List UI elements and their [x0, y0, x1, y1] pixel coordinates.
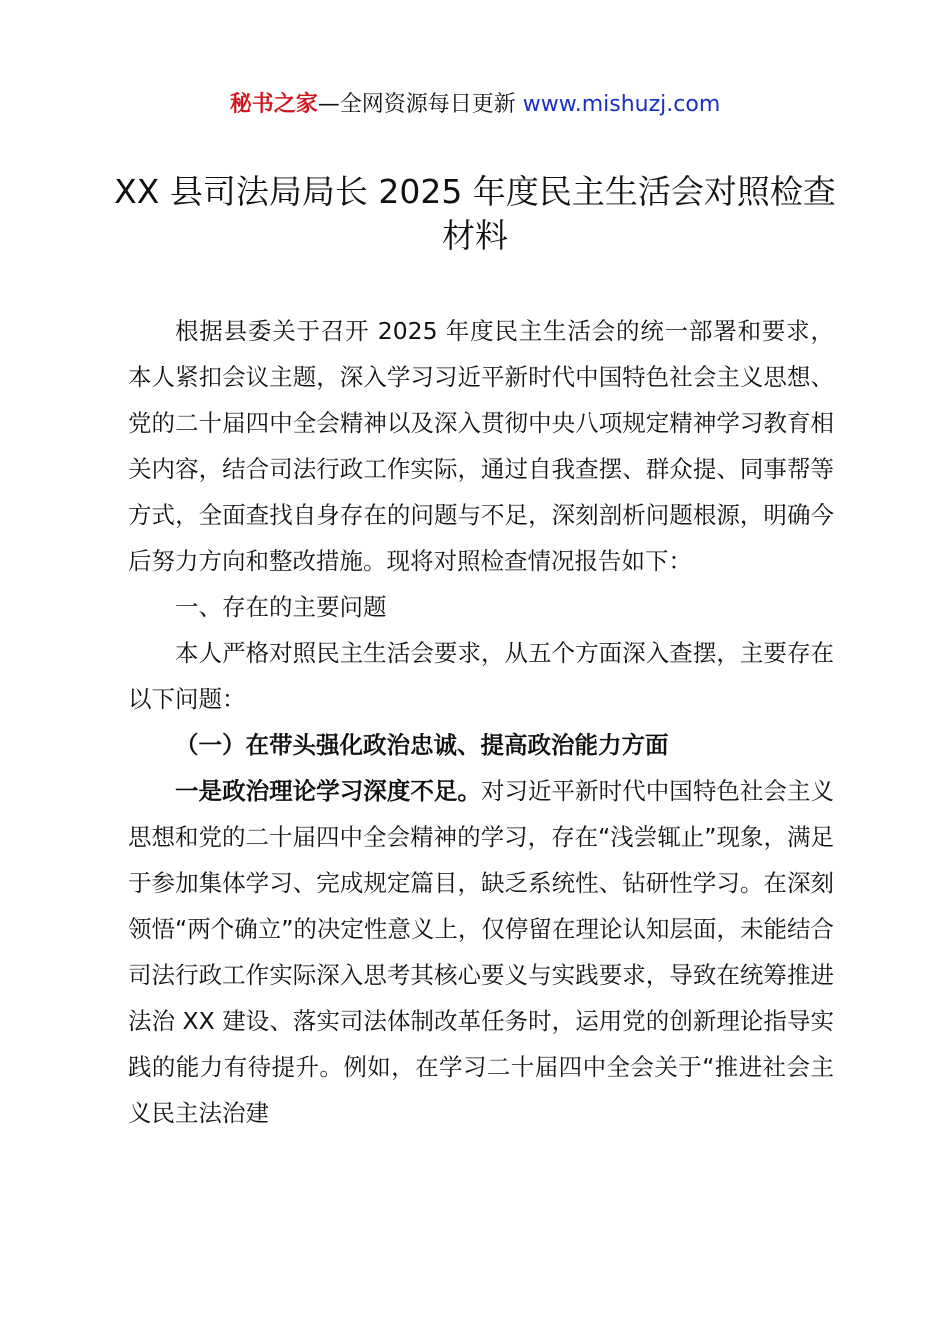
intro-paragraph: 根据县委关于召开 2025 年度民主生活会的统一部署和要求，本人紧扣会议主题，深入学习习近平新时代中国特色社会主义思想、党的二十届四中全会精神以及深入贯彻中央八项规定精神学习教育相关内容，结合司法行政工作实际，通过自我查摆、群众提、同事帮等方式，全面查找自身存在的问题与不足，深刻剖析问题根源，明确今后努力方向和整改措施。现将对照检查情况报告如下： [128, 317, 834, 575]
point-text: 对习近平新时代中国特色社会主义思想和党的二十届四中全会精神的学习，存在“浅尝辄止”现象，满足于参加集体学习、完成规定篇目，缺乏系统性、钻研性学习。在深刻领悟“两个确立”的决定性意义上，仅停留在理论认知层面，未能结合司法行政工作实际深入思考其核心要义与实践要求，导致在统筹推进法治 XX 建设、落实司法体制改革任务时，运用党的创新理论指导实践的能力有待提升。例如，在学习二十届四中全会关于“推进社会主义民主法治建 [128, 777, 835, 1127]
site-url-link[interactable]: www.mishuzj.com [522, 92, 721, 117]
subsection-heading: （一）在带头强化政治忠诚、提高政治能力方面 [175, 731, 669, 759]
site-header [0, 88, 950, 122]
site-brand: 秘书之家 [229, 92, 318, 117]
site-tagline: —全网资源每日更新 [317, 92, 523, 117]
point-paragraph [128, 768, 834, 1136]
section-intro-paragraph: 本人严格对照民主生活会要求，从五个方面深入查摆，主要存在以下问题： [128, 639, 834, 713]
section-heading: 一、存在的主要问题 [175, 593, 387, 621]
point-lead: 一是政治理论学习深度不足。 [175, 777, 481, 805]
document-body [128, 308, 834, 1136]
document-title: XX 县司法局局长 2025 年度民主生活会对照检查材料 [114, 172, 836, 255]
